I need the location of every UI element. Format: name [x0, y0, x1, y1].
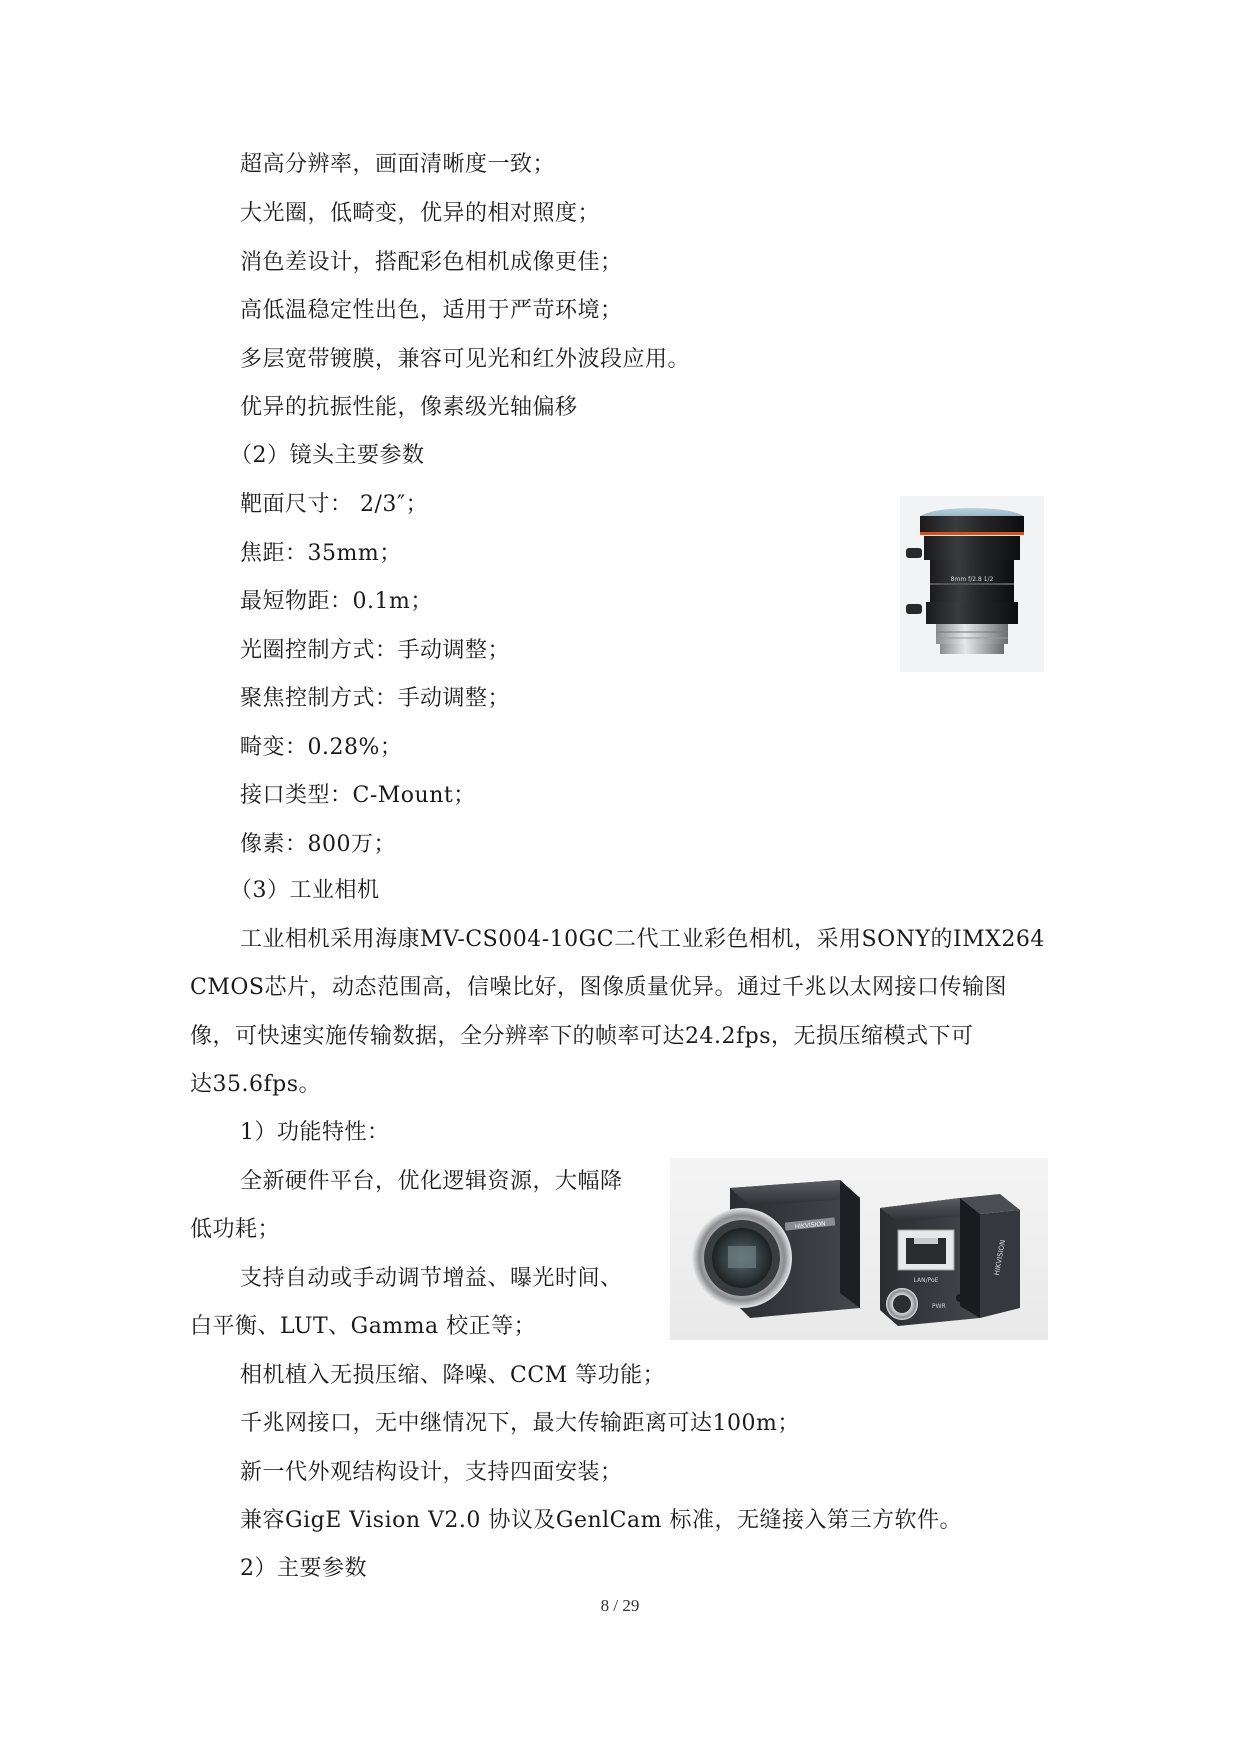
camera-paragraph-line-4: 达35.6fps。 [190, 1072, 322, 1097]
camera-feature-5: 新一代外观结构设计，支持四面安装； [240, 1460, 623, 1485]
lens-param-min-distance: 最短物距：0.1m； [240, 589, 433, 614]
camera-feature-3: 相机植入无损压缩、降噪、CCM 等功能； [240, 1363, 666, 1388]
lens-param-aperture: 光圈控制方式：手动调整； [240, 638, 511, 663]
lan-port-label: LAN/PoE [913, 1277, 939, 1284]
lens-illustration [900, 496, 1044, 672]
camera-feature-6: 兼容GigE Vision V2.0 协议及GenlCam 标准，无缝接入第三方软件。 [240, 1508, 962, 1533]
right-camera-brand: HIKVISION [992, 1239, 1008, 1277]
left-camera-brand: HIKVISION [794, 1220, 826, 1231]
camera-paragraph-line-3: 像，可快速实施传输数据，全分辨率下的帧率可达24.2fps，无损压缩模式下可 [190, 1024, 974, 1049]
lens-param-focal: 焦距：35mm； [240, 541, 402, 566]
lens-param-mount: 接口类型：C-Mount； [240, 783, 476, 808]
camera-paragraph-line-2: CMOS芯片，动态范围高，信噪比好，图像质量优异。通过千兆以太网接口传输图 [190, 975, 1007, 1000]
camera-feature-1-line-1: 全新硬件平台，优化逻辑资源，大幅降 [240, 1169, 623, 1194]
camera-features-title: 1）功能特性： [240, 1120, 390, 1145]
lens-feature-2: 大光圈，低畸变，优异的相对照度； [240, 201, 601, 226]
lens-param-focus: 聚焦控制方式：手动调整； [240, 686, 511, 711]
camera-section-title: （3）工业相机 [230, 878, 380, 903]
lens-image [900, 496, 1044, 672]
lens-param-target: 靶面尺寸： 2/3″； [240, 492, 429, 517]
lens-feature-1: 超高分辨率，画面清晰度一致； [240, 152, 556, 177]
lens-marking: 8mm f/2.8 1/2 [950, 576, 994, 583]
camera-image [670, 1158, 1048, 1340]
camera-feature-2-line-1: 支持自动或手动调节增益、曝光时间、 [240, 1266, 623, 1291]
lens-section-title: （2）镜头主要参数 [230, 443, 425, 468]
camera-feature-1-line-2: 低功耗； [190, 1217, 281, 1242]
camera-feature-4: 千兆网接口，无中继情况下，最大传输距离可达100m； [240, 1411, 800, 1436]
lens-param-pixels: 像素：800万； [240, 832, 396, 857]
lens-param-distortion: 畸变：0.28%； [240, 735, 403, 760]
lens-feature-5: 多层宽带镀膜，兼容可见光和红外波段应用。 [240, 347, 691, 372]
lens-feature-6: 优异的抗振性能，像素级光轴偏移 [240, 395, 578, 420]
camera-paragraph-line-1: 工业相机采用海康MV-CS004-10GC二代工业彩色相机，采用SONY的IMX264 [240, 927, 1045, 952]
power-label: PWR [932, 1303, 946, 1310]
camera-params-title: 2）主要参数 [240, 1556, 367, 1581]
lens-feature-4: 高低温稳定性出色，适用于严苛环境； [240, 298, 623, 323]
page-number: 8 / 29 [600, 1596, 640, 1615]
camera-illustration [670, 1158, 1048, 1340]
camera-feature-2-line-2: 白平衡、LUT、Gamma 校正等； [190, 1314, 537, 1339]
lens-feature-3: 消色差设计，搭配彩色相机成像更佳； [240, 250, 623, 275]
